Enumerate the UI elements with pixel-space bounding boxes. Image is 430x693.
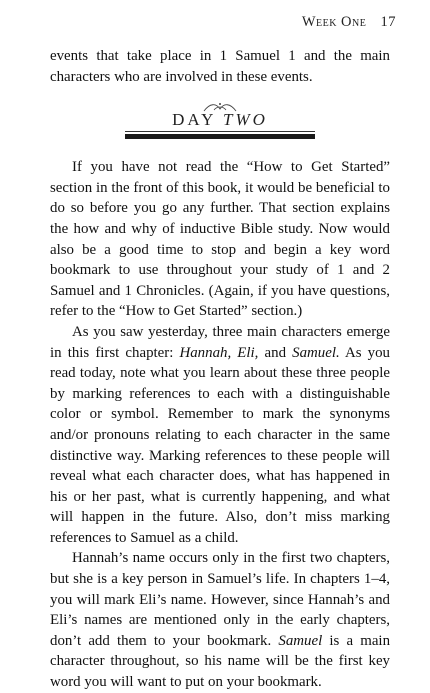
day-heading <box>125 101 315 141</box>
heading-rule <box>125 131 315 132</box>
paragraph-2-text-b: As you read today, note what you learn about these three people by marking references to each with a distinguishable color or symbol. Remember to mark the synonyms and/or pronouns relating to each character in the same distinctive way. Marking references to these people will reveal what each character does, what has happened in his or her past, what is currently happening, and what will happen in the future. Also, don’t miss marking references to Samuel as a child. <box>50 344 390 546</box>
page-number: 17 <box>380 14 396 30</box>
running-head-title: Week One <box>301 14 367 30</box>
intro-paragraph: events that take place in 1 Samuel 1 and the main characters who are involved in these events. <box>50 48 390 85</box>
running-header <box>302 14 396 31</box>
paragraph-1: If you have not read the “How to Get Started” section in the front of this book, it would be beneficial to do so before you go any further. That section explains the how and why of inductive Bible study. Now would also be a good time to stop and begin a key word bookmark to use throughout your study of 1 and 2 Samuel and 1 Chronicles. (Again, if you have questions, refer to the “How to Get Started” section.) <box>50 159 390 320</box>
day-label: DAY <box>172 110 216 130</box>
paragraph-2 <box>50 322 390 549</box>
day-number: TWO <box>222 110 268 130</box>
character-samuel: Samuel. <box>292 344 340 361</box>
page-body <box>50 46 390 693</box>
key-word-samuel: Samuel <box>278 632 323 649</box>
paragraph-2-and: and <box>258 344 293 361</box>
paragraph-3-text-a: Hannah’s name occurs only in the first two chapters, but she is a key person in Samuel’s life. In chapters 1–4, you will mark Eli’s name. However, since Hannah’s and Eli’s names are mentioned only in the early chapters, don’t add them to your bookmark. <box>50 550 390 649</box>
paragraph-3 <box>50 548 390 692</box>
day-heading-title <box>125 110 315 131</box>
paragraph-2-text-a: As you saw yesterday, three main characters emerge in this first chapter: <box>50 323 390 361</box>
paragraph-3-text-b: is a main character throughout, so his name will be the first key word you will want to put on your bookmark. <box>50 632 391 691</box>
character-names: Hannah, Eli, <box>179 344 259 361</box>
heading-bar <box>125 134 315 139</box>
